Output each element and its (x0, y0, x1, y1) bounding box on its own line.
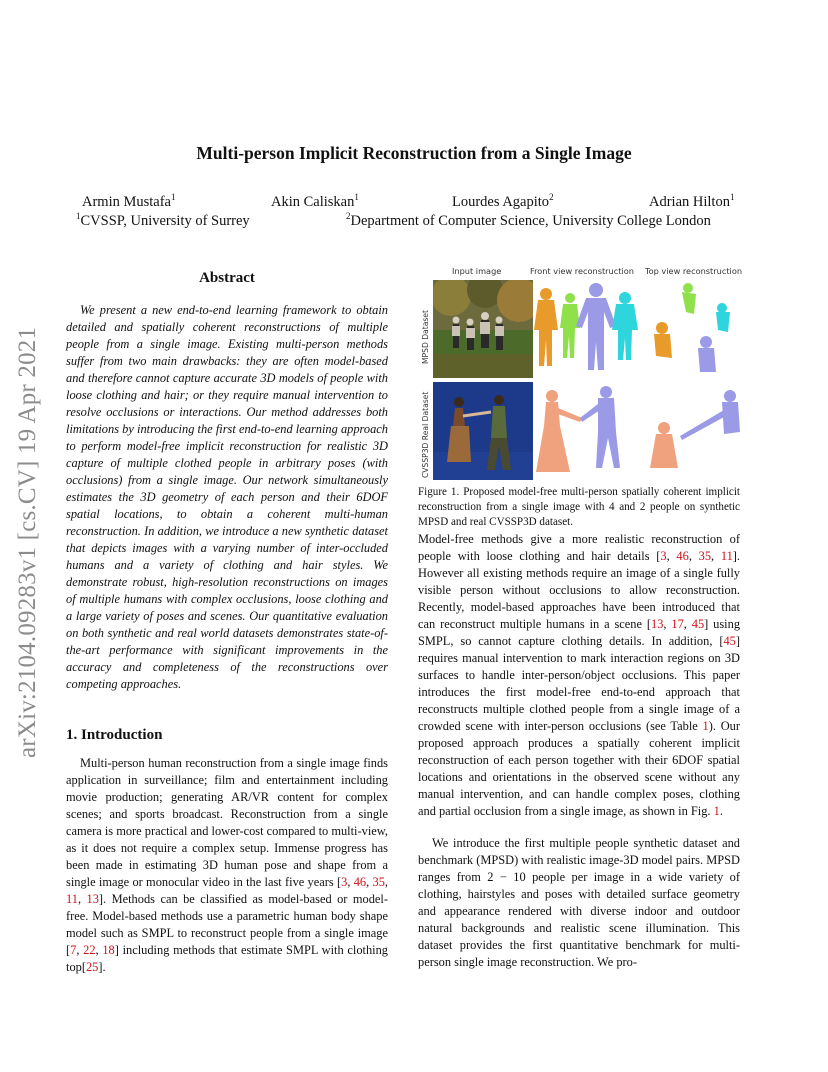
figure-row-label: CVSSP3D Real Dataset (421, 391, 430, 478)
table-ref-link[interactable]: 1 (702, 719, 709, 733)
right-paragraph-1: Model-free methods give a more realistic reconstruction of people with loose clothing and hair details [3, 46, 35, 11]. However all existing methods require an image of a single fully visible person without occlusions to allow reconstruction. Recently, model-based approaches have been introduced that can reconstruct multiple humans in a scene [13, 17, 45] using SMPL, so cannot capture clothing details. In addition, [45] requires manual intervention to mark interaction regions on 3D surfaces to handle inter-person/object occlusions. This paper introduces the first model-free end-to-end approach that reconstructs multiple clothed people from a single image of a crowded scene with inter-person occlusions (see Table 1). Our proposed approach produces a spatially coherent implicit reconstruction of each person together with their 6DOF spatial locations and orientations in the observed scene without any manual intervention, and can handle complex poses, clothing and partial occlusion from a single image, as shown in Fig. 1. (418, 532, 741, 818)
right-paragraph-2: We introduce the first multiple people synthetic dataset and benchmark (MPSD) with realistic image-3D model pairs. MPSD ranges from 2 − 10 people per image in a wide variety of clothing, hairstyles and poses with detailed surface geometry and appearance rendered with diverse indoor and outdoor natural backgrounds and realistic scene illumination. This dataset provides the first quantitative benchmark for multi-person single image reconstruction. We pro- (418, 836, 740, 969)
author-2: Akin Caliskan$^1$ (271, 192, 359, 210)
cvssp3d-front-reconstruction (530, 382, 642, 480)
citation-link[interactable]: 3 (341, 875, 348, 889)
mpsd-front-reconstruction (530, 280, 642, 378)
citation-link[interactable]: 25 (85, 960, 99, 974)
figure-ref-link[interactable]: 1 (713, 804, 720, 818)
figure-col-header: Input image (452, 266, 502, 276)
citation-link[interactable]: 45 (723, 634, 736, 648)
author-3: Lourdes Agapito$^2$ (452, 192, 554, 210)
citation-link[interactable]: 7 (70, 943, 77, 957)
figure-row-label: MPSD Dataset (421, 310, 430, 364)
figure-col-header: Top view reconstruction (645, 266, 743, 276)
affiliation-2: $^2$Department of Computer Science, University College London (346, 211, 711, 229)
citation-link[interactable]: 35 (372, 875, 385, 889)
cvssp3d-top-reconstruction (644, 382, 750, 480)
figure-1 (418, 266, 750, 480)
citation-link[interactable]: 3 (660, 549, 667, 563)
citation-link[interactable]: 17 (671, 617, 684, 631)
figure-col-header: Front view reconstruction (530, 266, 634, 276)
citation-link[interactable]: 13 (651, 617, 664, 631)
cvssp3d-input-image (433, 382, 533, 480)
author-4: Adrian Hilton$^1$ (649, 192, 735, 210)
arxiv-stamp: arXiv:2104.09283v1 [cs.CV] 19 Apr 2021 (14, 326, 41, 758)
abstract-text: We present a new end-to-end learning framework to obtain detailed and spatially coherent reconstructions of multiple people from a single image. Existing multi-person methods suffer from two main drawbacks: they are often model-based and therefore cannot capture accurate 3D models of people with loose clothing and hair; or they require manual intervention to resolve occlusions or interactions. Our method addresses both limitations by introducing the first end-to-end learning approach to perform model-free implicit reconstruction for realistic 3D capture of multiple clothed people in arbitrary poses (with occlusions) from a single image. Our network simultaneously estimates the 3D geometry of each person and their 6DOF spatial locations, to obtain a coherent multi-human reconstruction. In addition, we introduce a new synthetic dataset that depicts images with a varying number of inter-occluded humans and a variety of clothing and hair styles. We demonstrate robust, high-resolution reconstructions on images of multiple humans with complex occlusions, loose clothing and a large variety of poses and scenes. Our quantitative evaluation on both synthetic and real world datasets demonstrates state-of-the-art performance with significant improvements in the accuracy and completeness of the reconstructions over competing approaches. (66, 303, 388, 691)
mpsd-top-reconstruction (644, 280, 750, 378)
citation-link[interactable]: 18 (102, 943, 115, 957)
paper-title: Multi-person Implicit Reconstruction from a Single Image (196, 143, 632, 163)
citation-link[interactable]: 45 (691, 617, 705, 631)
affiliation-1: $^1$CVSSP, University of Surrey (76, 211, 250, 229)
citation-link[interactable]: 46 (353, 875, 367, 889)
citation-link[interactable]: 11 (66, 892, 78, 906)
citation-link[interactable]: 46 (676, 549, 689, 563)
intro-paragraph: Multi-person human reconstruction from a single image finds application in surveillance; film and entertainment including movie production; generating AR/VR content for complex scenes; and sports broadcast. Reconstruction from a single camera is more practical and lower-cost compared to multi-view, as it does not require a complex setup. Immense progress has been made in estimating 3D human pose and shape from a single image or monocular video in the last five years [3, 46, 35, 11, 13]. Methods can be classified as model-based or model-free. Model-based methods use a parametric human body shape model such as SMPL to reconstruct people from a single image [7, 22, 18] including methods that estimate SMPL with clothing top[25]. (66, 756, 389, 974)
citation-link[interactable]: 22 (83, 943, 96, 957)
abstract-heading: Abstract (199, 270, 255, 286)
citation-link[interactable]: 35 (698, 549, 712, 563)
mpsd-input-image (433, 280, 533, 378)
citation-link[interactable]: 13 (86, 892, 99, 906)
figure-caption: Figure 1. Proposed model-free multi-person spatially coherent implicit reconstruction from a single image with 4 and 2 people on synthetic MPSD and real CVSSP3D dataset. (418, 486, 740, 528)
author-1: Armin Mustafa$^1$ (82, 192, 176, 210)
citation-link[interactable]: 11 (720, 549, 733, 563)
intro-heading: 1. Introduction (66, 727, 163, 743)
